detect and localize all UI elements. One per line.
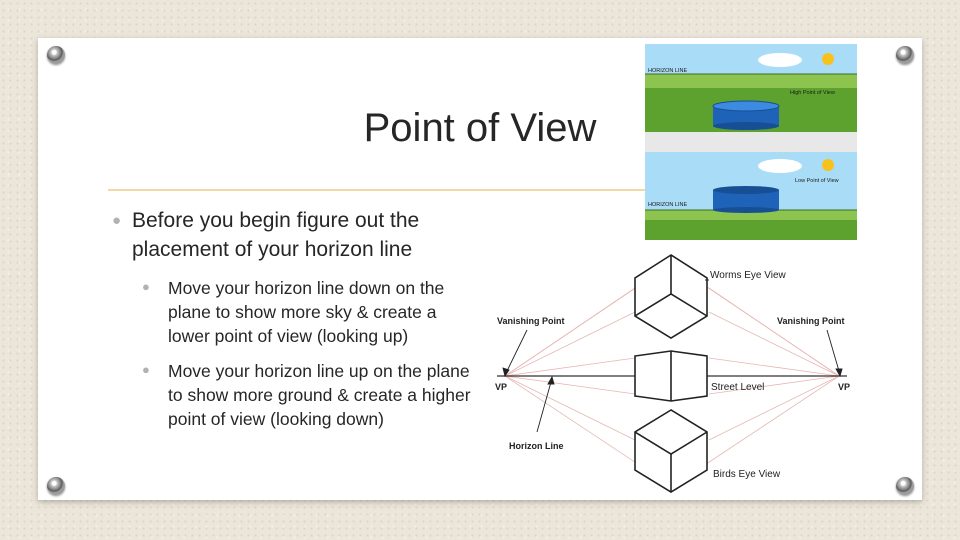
birds-eye-label: Birds Eye View	[713, 469, 781, 480]
sun-icon	[822, 159, 834, 171]
pin-icon	[47, 46, 65, 64]
vanishing-point-diagram	[487, 250, 857, 495]
sub-bullet-item	[112, 359, 472, 431]
vp-right-label: VP	[838, 382, 851, 392]
vp-left-label: VP	[495, 382, 508, 392]
street-level-label: Street Level	[711, 382, 765, 393]
bullet-dot-icon: ●	[142, 362, 150, 377]
bullet-dot-icon: ●	[142, 279, 150, 294]
bullet-dot-icon: ●	[112, 212, 122, 229]
low-view-panel	[645, 152, 857, 240]
cloud-icon	[758, 53, 802, 67]
pin-icon	[47, 477, 65, 495]
bullet-list	[112, 206, 472, 431]
bullet-item	[112, 206, 472, 264]
sun-icon	[822, 53, 834, 65]
pin-icon	[896, 477, 914, 495]
bullet-text: Move your horizon line up on the plane to show more ground & create a higher point of view (looking down)	[168, 361, 471, 429]
title-divider	[108, 189, 648, 191]
sub-bullet-item	[112, 276, 472, 348]
horizon-line-label: Horizon Line	[509, 441, 564, 451]
point-of-view-illustration	[645, 44, 857, 240]
pin-icon	[896, 46, 914, 64]
horizon-label: HORIZON LINE	[648, 68, 688, 74]
vanishing-point-label: Vanishing Point	[497, 316, 565, 326]
street-level-cube	[635, 351, 707, 401]
slide-title: Point of View	[363, 106, 597, 150]
high-view-panel	[645, 44, 857, 132]
view-label: Low Point of View	[795, 178, 839, 184]
bullet-text: Before you begin figure out the placement of your horizon line	[132, 209, 420, 261]
view-label: High Point of View	[790, 90, 835, 96]
worms-eye-label: Worms Eye View	[710, 270, 786, 281]
vanishing-point-label: Vanishing Point	[777, 316, 845, 326]
bullet-text: Move your horizon line down on the plane to show more sky & create a lower point of view (looking up)	[168, 278, 445, 346]
cloud-icon	[758, 159, 802, 173]
horizon-label: HORIZON LINE	[648, 202, 688, 208]
